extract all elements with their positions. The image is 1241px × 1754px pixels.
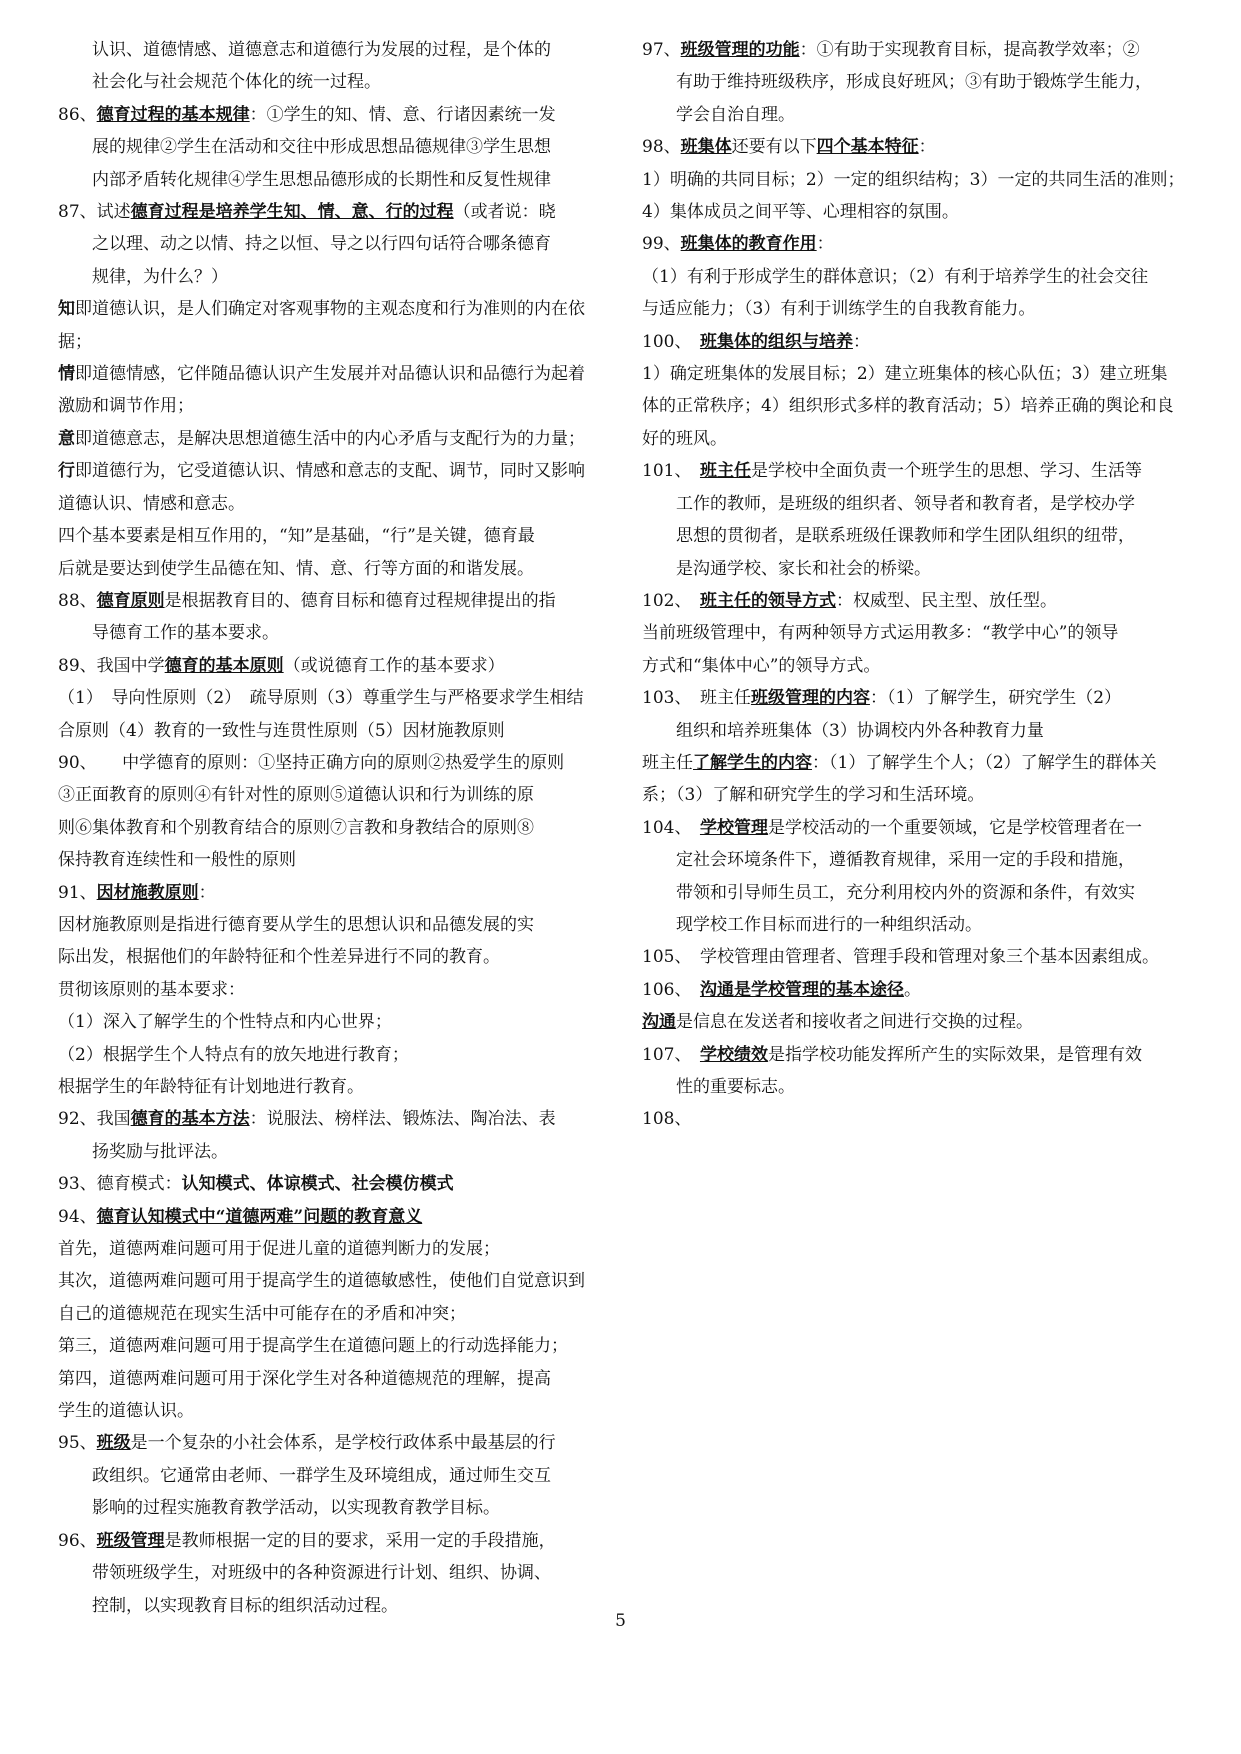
item-term: 班集体的教育作用 — [680, 234, 817, 255]
item-text: 是教师根据一定的目的要求，采用一定的手段措施， — [164, 1530, 556, 1551]
paragraph-line — [642, 390, 1208, 422]
item-number: 97、 — [642, 40, 681, 60]
item-first-line — [642, 941, 1208, 973]
paragraph-text: 首先，道德两难问题可用于促进儿童的道德判断力的发展； — [58, 1239, 500, 1260]
paragraph-text: 则⑥集体教育和个别教育结合的原则⑦言教和身教结合的原则⑧ — [58, 817, 534, 838]
item-term: 学校管理 — [699, 817, 768, 838]
paragraph-text: 4）集体成员之间平等、心理相容的氛围。 — [642, 202, 959, 223]
item-text: 带领和引导师生员工，充分利用校内外的资源和条件，有效实 — [676, 882, 1135, 903]
paragraph-line — [642, 617, 1208, 649]
item-number: 91、 — [58, 882, 97, 903]
paragraph-line — [642, 196, 1208, 228]
item-prefix: 德育模式： — [96, 1174, 182, 1195]
item-text: ：（1）了解学生，研究学生（2） — [869, 688, 1122, 709]
paragraph-line — [642, 650, 1208, 682]
paragraph-line — [58, 844, 630, 876]
item-first-line — [642, 455, 1208, 487]
item-prefix: 班主任 — [699, 688, 751, 709]
item-first-line — [642, 585, 1208, 617]
item-first-line — [58, 650, 630, 682]
item-term: 班级管理的功能 — [680, 40, 800, 60]
item-term: 了解学生的内容 — [693, 752, 812, 773]
item-number: 88、 — [58, 590, 97, 611]
item-first-line — [58, 196, 630, 228]
item-first-line — [642, 1006, 1208, 1038]
paragraph-text: 保持教育连续性和一般性的原则 — [58, 850, 296, 871]
item-term: 班级管理的内容 — [750, 688, 870, 709]
paragraph-text: 当前班级管理中，有两种领导方式运用教多：“教学中心”的领导 — [642, 623, 1119, 644]
item-first-line — [642, 131, 1208, 163]
left-item-16 — [58, 1201, 630, 1233]
item-continuation-line — [58, 1557, 630, 1589]
item-term: 德育过程是培养学生知、情、意、行的过程 — [130, 202, 454, 223]
item-continuation-line — [58, 131, 630, 163]
left-item-13 — [58, 909, 630, 1103]
item-text: ：说服法、榜样法、锻炼法、陶冶法、表 — [249, 1109, 556, 1130]
paragraph-line — [58, 682, 630, 714]
paragraph-text: 1）确定班集体的发展目标；2）建立班集体的核心队伍；3）建立班集 — [642, 364, 1168, 385]
paragraph-text: 即道德认识，是人们确定对客观事物的主观态度和行为准则的内在依 — [75, 299, 585, 320]
left-item-15 — [58, 1168, 630, 1200]
item-text: 带领班级学生，对班级中的各种资源进行计划、组织、协调、 — [92, 1563, 551, 1584]
right-item-14 — [642, 974, 1208, 1006]
paragraph-line — [58, 812, 630, 844]
item-bold-text: 认知模式、体谅模式、社会模仿模式 — [181, 1174, 454, 1195]
paragraph-text: 认识、道德情感、道德意志和道德行为发展的过程，是个体的 — [92, 40, 551, 60]
item-prefix: 学校管理由管理者、管理手段和管理对象三个基本因素组成。 — [699, 947, 1159, 968]
paragraph-text: 第三，道德两难问题可用于提高学生在道德问题上的行动选择能力； — [58, 1336, 568, 1357]
item-term: 因材施教原则 — [96, 882, 199, 903]
item-text: ：（1）了解学生个人；（2）了解学生的群体关 — [812, 752, 1157, 773]
paragraph-line — [58, 390, 630, 422]
item-continuation-line — [58, 261, 630, 293]
paragraph-line — [58, 974, 630, 1006]
item-text: 控制，以实现教育目标的组织活动过程。 — [92, 1595, 398, 1616]
item-text: 规律，为什么？） — [92, 266, 228, 287]
paragraph-line — [642, 261, 1208, 293]
item-text: 导德育工作的基本要求。 — [92, 623, 279, 644]
paragraph-text: 与适应能力；（3）有利于训练学生的自我教育能力。 — [642, 299, 1036, 320]
paragraph-text: 好的班风。 — [642, 428, 727, 449]
paragraph-line — [58, 941, 630, 973]
left-item-7 — [58, 520, 630, 585]
item-number: 108、 — [642, 1109, 692, 1130]
paragraph-text: 学生的道德认识。 — [58, 1401, 194, 1422]
right-item-5 — [642, 326, 1208, 358]
right-item-13 — [642, 941, 1208, 973]
item-number: 89、 — [58, 655, 97, 676]
item-text: ： — [918, 137, 936, 158]
item-first-line — [58, 99, 630, 131]
left-item-6 — [58, 455, 630, 520]
left-column — [58, 34, 630, 1622]
item-number: 105、 — [642, 947, 700, 968]
bold-keyword: 行 — [58, 461, 75, 482]
item-term: 班集体 — [680, 137, 732, 158]
paragraph-text: ③正面教育的原则④有针对性的原则⑤道德认识和行为训练的原 — [58, 785, 534, 806]
item-term: 班主任的领导方式 — [699, 590, 836, 611]
item-continuation-line — [58, 617, 630, 649]
right-item-1 — [642, 131, 1208, 163]
bold-keyword: 情 — [58, 364, 75, 385]
item-first-line — [642, 34, 1208, 66]
right-item-2 — [642, 164, 1208, 229]
item-continuation-line — [642, 66, 1208, 98]
left-item-18 — [58, 1427, 630, 1524]
item-continuation-line — [642, 877, 1208, 909]
item-first-line — [58, 1525, 630, 1557]
paragraph-text: 体的正常秩序；4）组织形式多样的教育活动；5）培养正确的舆论和良 — [642, 396, 1174, 417]
item-first-line — [58, 1103, 630, 1135]
item-text: 扬奖励与批评法。 — [92, 1141, 228, 1162]
item-number: 95、 — [58, 1433, 97, 1454]
item-text: 系；（3）了解和研究学生的学习和生活环境。 — [642, 785, 985, 806]
left-item-12 — [58, 877, 630, 909]
item-number: 87、 — [58, 202, 97, 223]
paragraph-text: 即道德情感，它伴随品德认识产生发展并对品德认识和品德行为起着 — [75, 364, 585, 385]
item-text: 性的重要标志。 — [676, 1077, 795, 1097]
right-item-9 — [642, 617, 1208, 682]
item-term: 德育的基本原则 — [164, 655, 284, 676]
paragraph-line — [58, 909, 630, 941]
item-first-line — [58, 877, 630, 909]
paragraph-line — [58, 520, 630, 552]
item-prefix: 我国中学 — [96, 655, 165, 676]
item-prefix: 我国 — [96, 1109, 131, 1130]
paragraph-line — [58, 488, 630, 520]
item-number: 101、 — [642, 461, 700, 482]
item-text: 思想的贯彻者，是联系班级任课教师和学生团队组织的纽带， — [676, 526, 1135, 547]
left-item-3 — [58, 293, 630, 358]
paragraph-line — [58, 1233, 630, 1265]
right-item-15 — [642, 1006, 1208, 1038]
paragraph-line — [58, 423, 630, 455]
item-text: 还要有以下 — [731, 137, 817, 158]
item-number: 104、 — [642, 817, 700, 838]
item-first-line — [642, 747, 1208, 779]
item-continuation-line — [58, 228, 630, 260]
left-item-0 — [58, 34, 630, 99]
paragraph-line — [58, 1039, 630, 1071]
item-text: 工作的教师，是班级的组织者、领导者和教育者，是学校办学 — [676, 493, 1135, 514]
paragraph-text: （1）深入了解学生的个性特点和内心世界； — [58, 1012, 392, 1033]
paragraph-text: （2）根据学生个人特点有的放矢地进行教育； — [58, 1044, 409, 1065]
paragraph-line — [642, 358, 1208, 390]
item-continuation-line — [642, 488, 1208, 520]
item-continuation-line — [642, 553, 1208, 585]
item-term: 德育原则 — [96, 590, 165, 611]
paragraph-line — [642, 164, 1208, 196]
item-text: （或说德育工作的基本要求） — [283, 655, 505, 676]
item-number: 93、 — [58, 1174, 97, 1195]
item-number: 94、 — [58, 1206, 97, 1227]
item-number: 96、 — [58, 1530, 97, 1551]
item-continuation-line — [58, 164, 630, 196]
item-continuation-line — [642, 844, 1208, 876]
item-text: ：①有助于实现教育目标，提高教学效率；② — [799, 40, 1140, 60]
item-text: 组织和培养班集体（3）协调校内外各种教育力量 — [676, 720, 1044, 741]
paragraph-text: （1）有利于形成学生的群体意识；（2）有利于培养学生的社会交往 — [642, 266, 1149, 287]
left-item-2 — [58, 196, 630, 293]
paragraph-text: 合原则（4）教育的一致性与连贯性原则（5）因材施教原则 — [58, 720, 505, 741]
paragraph-line — [58, 66, 630, 98]
item-prefix: 班主任 — [642, 752, 693, 773]
item-text-line — [642, 779, 1208, 811]
paragraph-line — [642, 423, 1208, 455]
item-number: 106、 — [642, 979, 700, 1000]
paragraph-line — [642, 293, 1208, 325]
item-first-line — [642, 1103, 1208, 1135]
item-number: 98、 — [642, 137, 681, 158]
paragraph-line — [58, 715, 630, 747]
paragraph-text: 社会化与社会规范个体化的统一过程。 — [92, 72, 381, 93]
item-term: 德育认知模式中“道德两难”问题的教育意义 — [96, 1206, 423, 1227]
item-term: 班级管理 — [96, 1530, 165, 1551]
item-text: ：①学生的知、情、意、行诸因素统一发 — [249, 104, 556, 125]
left-item-17 — [58, 1233, 630, 1427]
paragraph-text: 即道德意志，是解决思想道德生活中的内心矛盾与支配行为的力量； — [75, 428, 585, 449]
paragraph-line — [58, 326, 630, 358]
item-first-line — [642, 228, 1208, 260]
item-term: 班集体的组织与培养 — [699, 331, 853, 352]
right-item-7 — [642, 455, 1208, 585]
paragraph-text: 第四，道德两难问题可用于深化学生对各种道德规范的理解，提高 — [58, 1368, 551, 1389]
item-continuation-line — [58, 1492, 630, 1524]
right-item-11 — [642, 747, 1208, 812]
item-first-line — [58, 1168, 630, 1200]
paragraph-text: 方式和“集体中心”的领导方式。 — [642, 655, 881, 676]
item-text: 有助于维持班级秩序，形成良好班风；③有助于锻炼学生能力， — [676, 72, 1152, 93]
paragraph-line — [58, 358, 630, 390]
item-text: 影响的过程实施教育教学活动，以实现教育教学目标。 — [92, 1498, 500, 1519]
paragraph-text: 90、 中学德育的原则：①坚持正确方向的原则②热爱学生的原则 — [58, 752, 565, 773]
item-term: 学校绩效 — [699, 1044, 768, 1065]
item-text: 之以理、动之以情、持之以恒、导之以行四句话符合哪条德育 — [92, 234, 551, 255]
item-text: 现学校工作目标而进行的一种组织活动。 — [676, 914, 982, 935]
item-first-line — [642, 326, 1208, 358]
paragraph-text: 激励和调节作用； — [58, 396, 194, 417]
paragraph-line — [58, 1071, 630, 1103]
item-text: （或者说：晓 — [453, 202, 556, 223]
item-term: 班级 — [96, 1433, 131, 1454]
item-first-line — [642, 812, 1208, 844]
left-item-1 — [58, 99, 630, 196]
item-text: 是沟通学校、家长和社会的桥梁。 — [676, 558, 931, 579]
paragraph-text: 因材施教原则是指进行德育要从学生的思想认识和品德发展的实 — [58, 914, 534, 935]
left-item-9 — [58, 650, 630, 682]
paragraph-line — [58, 1330, 630, 1362]
left-item-8 — [58, 585, 630, 650]
paragraph-text: 其次，道德两难问题可用于提高学生的道德敏感性，使他们自觉意识到 — [58, 1271, 585, 1292]
paragraph-text: 贯彻该原则的基本要求： — [58, 979, 245, 1000]
item-text: 学会自治自理。 — [676, 104, 795, 125]
item-number: 102、 — [642, 590, 700, 611]
right-item-4 — [642, 261, 1208, 326]
item-first-line — [58, 1427, 630, 1459]
item-text: 展的规律②学生在活动和交往中形成思想品德规律③学生思想 — [92, 137, 551, 158]
item-text: 定社会环境条件下，遵循教育规律，采用一定的手段和措施， — [676, 850, 1135, 871]
paragraph-text: 道德认识、情感和意志。 — [58, 493, 245, 514]
item-first-line — [642, 974, 1208, 1006]
right-item-8 — [642, 585, 1208, 617]
item-text: 是学校中全面负责一个班学生的思想、学习、生活等 — [750, 461, 1142, 482]
item-term: 沟通是学校管理的基本途径 — [699, 979, 904, 1000]
bold-keyword: 意 — [58, 428, 75, 449]
item-first-line — [642, 682, 1208, 714]
paragraph-text: （1） 导向性原则（2） 疏导原则（3）尊重学生与严格要求学生相结 — [58, 688, 584, 709]
item-continuation-line — [642, 520, 1208, 552]
item-text: 是信息在发送者和接收者之间进行交换的过程。 — [676, 1012, 1033, 1033]
item-term: 沟通 — [642, 1012, 676, 1033]
paragraph-text: 后就是要达到使学生品德在知、情、意、行等方面的和谐发展。 — [58, 558, 534, 579]
item-prefix: 试述 — [96, 202, 131, 223]
item-text: 是指学校功能发挥所产生的实际效果，是管理有效 — [767, 1044, 1142, 1065]
item-term: 德育过程的基本规律 — [96, 104, 250, 125]
item-first-line — [58, 1201, 630, 1233]
paragraph-text: 根据学生的年龄特征有计划地进行教育。 — [58, 1077, 364, 1097]
left-item-19 — [58, 1525, 630, 1622]
item-text: ： — [852, 331, 870, 352]
item-continuation-line — [58, 1136, 630, 1168]
item-number: 92、 — [58, 1109, 97, 1130]
right-column — [642, 34, 1208, 1136]
paragraph-text: 自己的道德规范在现实生活中可能存在的矛盾和冲突； — [58, 1303, 466, 1324]
item-continuation-line — [642, 1071, 1208, 1103]
paragraph-line — [58, 553, 630, 585]
right-item-16 — [642, 1039, 1208, 1104]
right-item-17 — [642, 1103, 1208, 1135]
right-item-10 — [642, 682, 1208, 747]
paragraph-line — [58, 1006, 630, 1038]
item-number: 86、 — [58, 104, 97, 125]
paragraph-text: 即道德行为，它受道德认识、情感和意志的支配、调节，同时又影响 — [75, 461, 585, 482]
item-text: ： — [198, 882, 216, 903]
item-number: 100、 — [642, 331, 700, 352]
paragraph-line — [58, 293, 630, 325]
left-item-14 — [58, 1103, 630, 1168]
item-text: 是根据教育目的、德育目标和德育过程规律提出的指 — [164, 590, 556, 611]
paragraph-line — [58, 455, 630, 487]
item-text: 是学校活动的一个重要领域，它是学校管理者在一 — [767, 817, 1142, 838]
item-continuation-line — [58, 1460, 630, 1492]
item-text: 是一个复杂的小社会体系，是学校行政体系中最基层的行 — [130, 1433, 556, 1454]
paragraph-line — [58, 779, 630, 811]
item-text: 政组织。它通常由老师、一群学生及环境组成，通过师生交互 — [92, 1465, 551, 1486]
left-item-11 — [58, 747, 630, 877]
bold-keyword: 知 — [58, 299, 75, 320]
item-text: ：权威型、民主型、放任型。 — [835, 590, 1057, 611]
paragraph-text: 据； — [58, 331, 92, 352]
paragraph-line — [58, 34, 630, 66]
item-continuation-line — [642, 715, 1208, 747]
item-first-line — [642, 1039, 1208, 1071]
paragraph-line — [58, 1395, 630, 1427]
paragraph-line — [58, 1265, 630, 1297]
left-item-5 — [58, 423, 630, 455]
item-term: 德育的基本方法 — [130, 1109, 250, 1130]
item-term: 四个基本特征 — [816, 137, 919, 158]
page-number: 5 — [615, 1611, 626, 1631]
left-item-10 — [58, 682, 630, 747]
item-text: 内部矛盾转化规律④学生思想品德形成的长期性和反复性规律 — [92, 169, 551, 190]
paragraph-line — [58, 747, 630, 779]
item-number: 103、 — [642, 688, 700, 709]
item-text: 。 — [903, 979, 921, 1000]
right-item-3 — [642, 228, 1208, 260]
left-item-4 — [58, 358, 630, 423]
item-continuation-line — [642, 909, 1208, 941]
paragraph-text: 1）明确的共同目标；2）一定的组织结构；3）一定的共同生活的准则； — [642, 169, 1185, 190]
right-item-6 — [642, 358, 1208, 455]
item-text: ： — [816, 234, 834, 255]
paragraph-line — [58, 1298, 630, 1330]
right-item-0 — [642, 34, 1208, 131]
item-term: 班主任 — [699, 461, 751, 482]
right-item-12 — [642, 812, 1208, 942]
item-first-line — [58, 585, 630, 617]
item-continuation-line — [642, 99, 1208, 131]
paragraph-line — [58, 1363, 630, 1395]
paragraph-text: 四个基本要素是相互作用的，“知”是基础，“行”是关键，德育最 — [58, 526, 535, 547]
item-number: 99、 — [642, 234, 681, 255]
paragraph-text: 际出发，根据他们的年龄特征和个性差异进行不同的教育。 — [58, 947, 500, 968]
item-number: 107、 — [642, 1044, 700, 1065]
